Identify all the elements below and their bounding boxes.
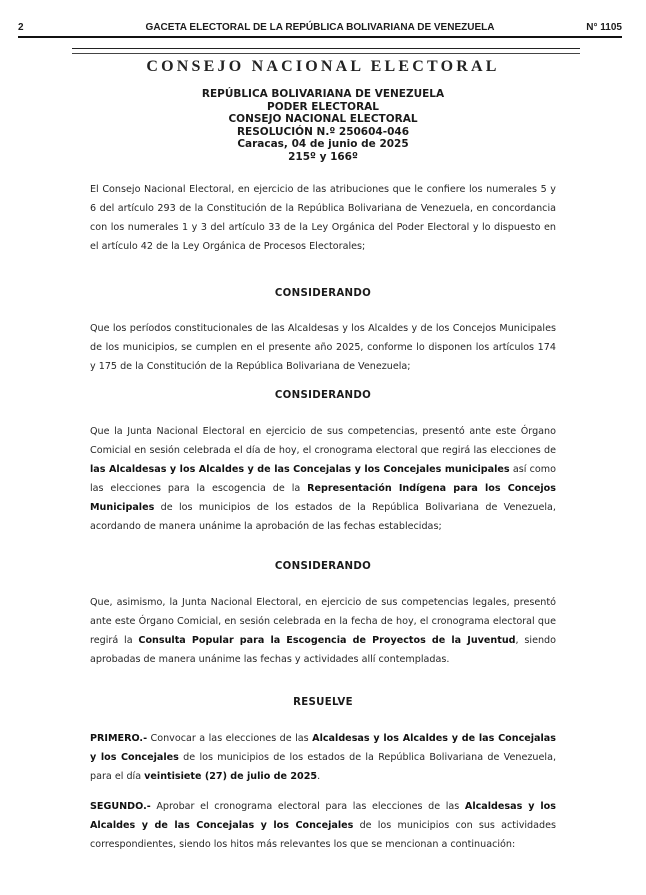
considerando-1-paragraph — [90, 319, 556, 376]
primero-paragraph — [90, 729, 556, 786]
text-run: de los municipios de los estados de la República Bolivariana de Venezuela, para el día — [90, 752, 556, 782]
considerando-3-text — [90, 593, 556, 669]
preamble-paragraph — [90, 180, 556, 256]
header-rule — [18, 36, 622, 38]
text-run: así como las elecciones para la escogencia de la — [90, 464, 556, 494]
considerando-3-title: CONSIDERANDO — [274, 561, 372, 572]
heading-council: CONSEJO NACIONAL ELECTORAL — [228, 113, 418, 125]
heading-branch: PODER ELECTORAL — [267, 100, 379, 113]
text-run: Que la Junta Nacional Electoral en ejercicio de sus competencias, presentó ante este Órgano Comicial en sesión celebrada el día de hoy, el cronograma electoral que regirá las elecciones de — [90, 426, 556, 456]
bold-run: Representación Indígena para los Concejos Municipales — [90, 483, 556, 513]
heading-years: 215º y 166º — [288, 150, 358, 163]
bold-run: Alcaldesas y los Alcaldes y de las Concejalas y los Concejales — [90, 733, 556, 763]
text-run: , siendo aprobadas de manera unánime las fechas y actividades allí contempladas. — [90, 635, 557, 665]
text-run: de los municipios con sus actividades correspondientes, siendo los hitos más relevantes los que se mencionan a continuación: — [90, 820, 556, 850]
segundo-text — [90, 797, 556, 854]
considerando-2-title: CONSIDERANDO — [274, 390, 372, 401]
gazette-title: GACETA ELECTORAL DE LA REPÚBLICA BOLIVARIANA DE VENEZUELA — [145, 22, 495, 33]
article-label: PRIMERO.- — [90, 733, 148, 744]
heading-country: REPÚBLICA BOLIVARIANA DE VENEZUELA — [201, 88, 445, 100]
heading-date: Caracas, 04 de junio de 2025 — [237, 138, 409, 150]
issue-number: N° 1105 — [586, 22, 622, 33]
considerando-2-paragraph — [90, 422, 556, 536]
double-rule-top — [72, 48, 580, 49]
segundo-paragraph — [90, 797, 556, 854]
bold-run: Consulta Popular para la Escogencia de Proyectos de la Juventud — [138, 635, 516, 646]
preamble-text: El Consejo Nacional Electoral, en ejercicio de las atribuciones que le confiere los numerales 5 y 6 del artículo 293 de la Constitución de la República Bolivariana de Venezuela, en concordancia con los numerales 1 y 3 del artículo 33 de la Ley Orgánica del Poder Electoral y lo dispuesto en el artículo 42 de la Ley Orgánica de Procesos Electorales; — [90, 184, 556, 252]
page-number: 2 — [18, 22, 24, 33]
bold-run: Alcaldesas y los Alcaldes y de las Concejalas y los Concejales — [90, 801, 556, 831]
considerando-2-text — [90, 422, 556, 536]
bold-run: veintisiete (27) de julio de 2025 — [144, 771, 318, 782]
article-label: SEGUNDO.- — [90, 801, 151, 812]
heading-resolution-number: RESOLUCIÓN N.º 250604-046 — [236, 125, 410, 138]
considerando-1-text: Que los períodos constitucionales de las Alcaldesas y los Alcaldes y de los Concejos Municipales de los municipios, se cumplen en el presente año 2025, conforme lo disponen los artículos 174 y 175 de la Constitución de la República Bolivariana de Venezuela; — [90, 323, 556, 372]
considerando-3-paragraph — [90, 593, 556, 669]
resolution-heading — [0, 88, 646, 163]
text-run: Aprobar el cronograma electoral para las elecciones de las — [150, 801, 465, 812]
double-rule-bottom — [72, 53, 580, 54]
considerando-1-title: CONSIDERANDO — [274, 288, 372, 299]
text-run: Que, asimismo, la Junta Nacional Electoral, en ejercicio de sus competencias legales, presentó ante este Órgano Comicial, en sesión celebrada en la fecha de hoy, el cronograma electoral que regirá la — [90, 597, 556, 646]
text-run: de los municipios de los estados de la República Bolivariana de Venezuela, acordando de manera unánime la aprobación de las fechas establecidas; — [90, 502, 556, 532]
resuelve-title: RESUELVE — [293, 697, 353, 708]
bold-run: las Alcaldesas y los Alcaldes y de las Concejalas y los Concejales municipales — [90, 464, 510, 475]
primero-text — [90, 729, 556, 786]
text-run: . — [317, 771, 321, 782]
institution-title: CONSEJO NACIONAL ELECTORAL — [146, 58, 500, 75]
text-run: Convocar a las elecciones de las — [147, 733, 313, 744]
gazette-header — [18, 22, 622, 36]
